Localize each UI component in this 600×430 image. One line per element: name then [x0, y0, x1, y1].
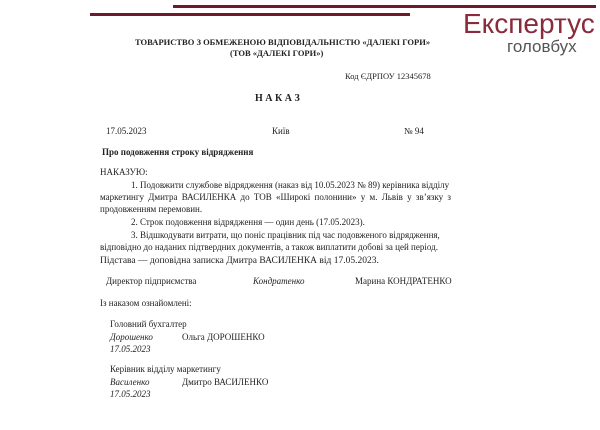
paragraph-1-end: продовженням перемовин.: [100, 204, 203, 214]
person-date: 17.05.2023: [110, 344, 151, 354]
signer-position: Директор підприємства: [106, 276, 197, 286]
company-short: (ТОВ «ДАЛЕКІ ГОРИ»): [230, 48, 324, 58]
person-name: Ольга ДОРОШЕНКО: [182, 332, 265, 342]
order-city: Київ: [272, 126, 290, 136]
logo-title: Експертус: [463, 8, 595, 39]
decorative-line-second: [90, 13, 410, 16]
order-directive: НАКАЗУЮ:: [100, 167, 148, 177]
signer-name: Марина КОНДРАТЕНКО: [355, 276, 452, 286]
person-date: 17.05.2023: [110, 389, 151, 399]
paragraph-3-cont: відповідно до наданих підтвердних документів, а також виплатити добові за цей період.: [100, 242, 438, 252]
person-signature: Василенко: [110, 377, 150, 387]
order-subject: Про подовження строку відрядження: [102, 147, 254, 157]
order-number: № 94: [404, 126, 424, 136]
paragraph-2: 2. Строк подовження відрядження — один день (17.05.2023).: [131, 217, 365, 227]
order-basis: Підстава — доповідна записка Дмитра ВАСИЛЕНКА від 17.05.2023.: [100, 256, 379, 266]
paragraph-3: 3. Відшкодувати витрати, що поніс працівник під час подовженого відрядження,: [131, 230, 440, 240]
paragraph-1-cont: маркетингу Дмитра ВАСИЛЕНКА до ТОВ «Широкі полонини» у м. Львів у зв’язку з: [100, 192, 451, 202]
company-name: ТОВАРИСТВО З ОБМЕЖЕНОЮ ВІДПОВІДАЛЬНІСТЮ «ДАЛЕКІ ГОРИ»: [135, 37, 431, 47]
person-position: Головний бухгалтер: [110, 319, 187, 329]
paragraph-1: 1. Подовжити службове відрядження (наказ від 10.05.2023 № 89) керівника відділу: [131, 180, 450, 190]
document-title: Н А К А З: [255, 93, 300, 104]
order-date: 17.05.2023: [106, 126, 147, 136]
person-signature: Дорошенко: [110, 332, 153, 342]
logo-subtitle: головбух: [507, 37, 577, 56]
acquainted-label: Із наказом ознайомлені:: [100, 298, 192, 308]
company-code: Код ЄДРПОУ 12345678: [345, 71, 431, 81]
person-name: Дмитро ВАСИЛЕНКО: [182, 377, 269, 387]
signer-signature: Кондратенко: [253, 276, 305, 286]
person-position: Керівник відділу маркетингу: [110, 364, 221, 374]
